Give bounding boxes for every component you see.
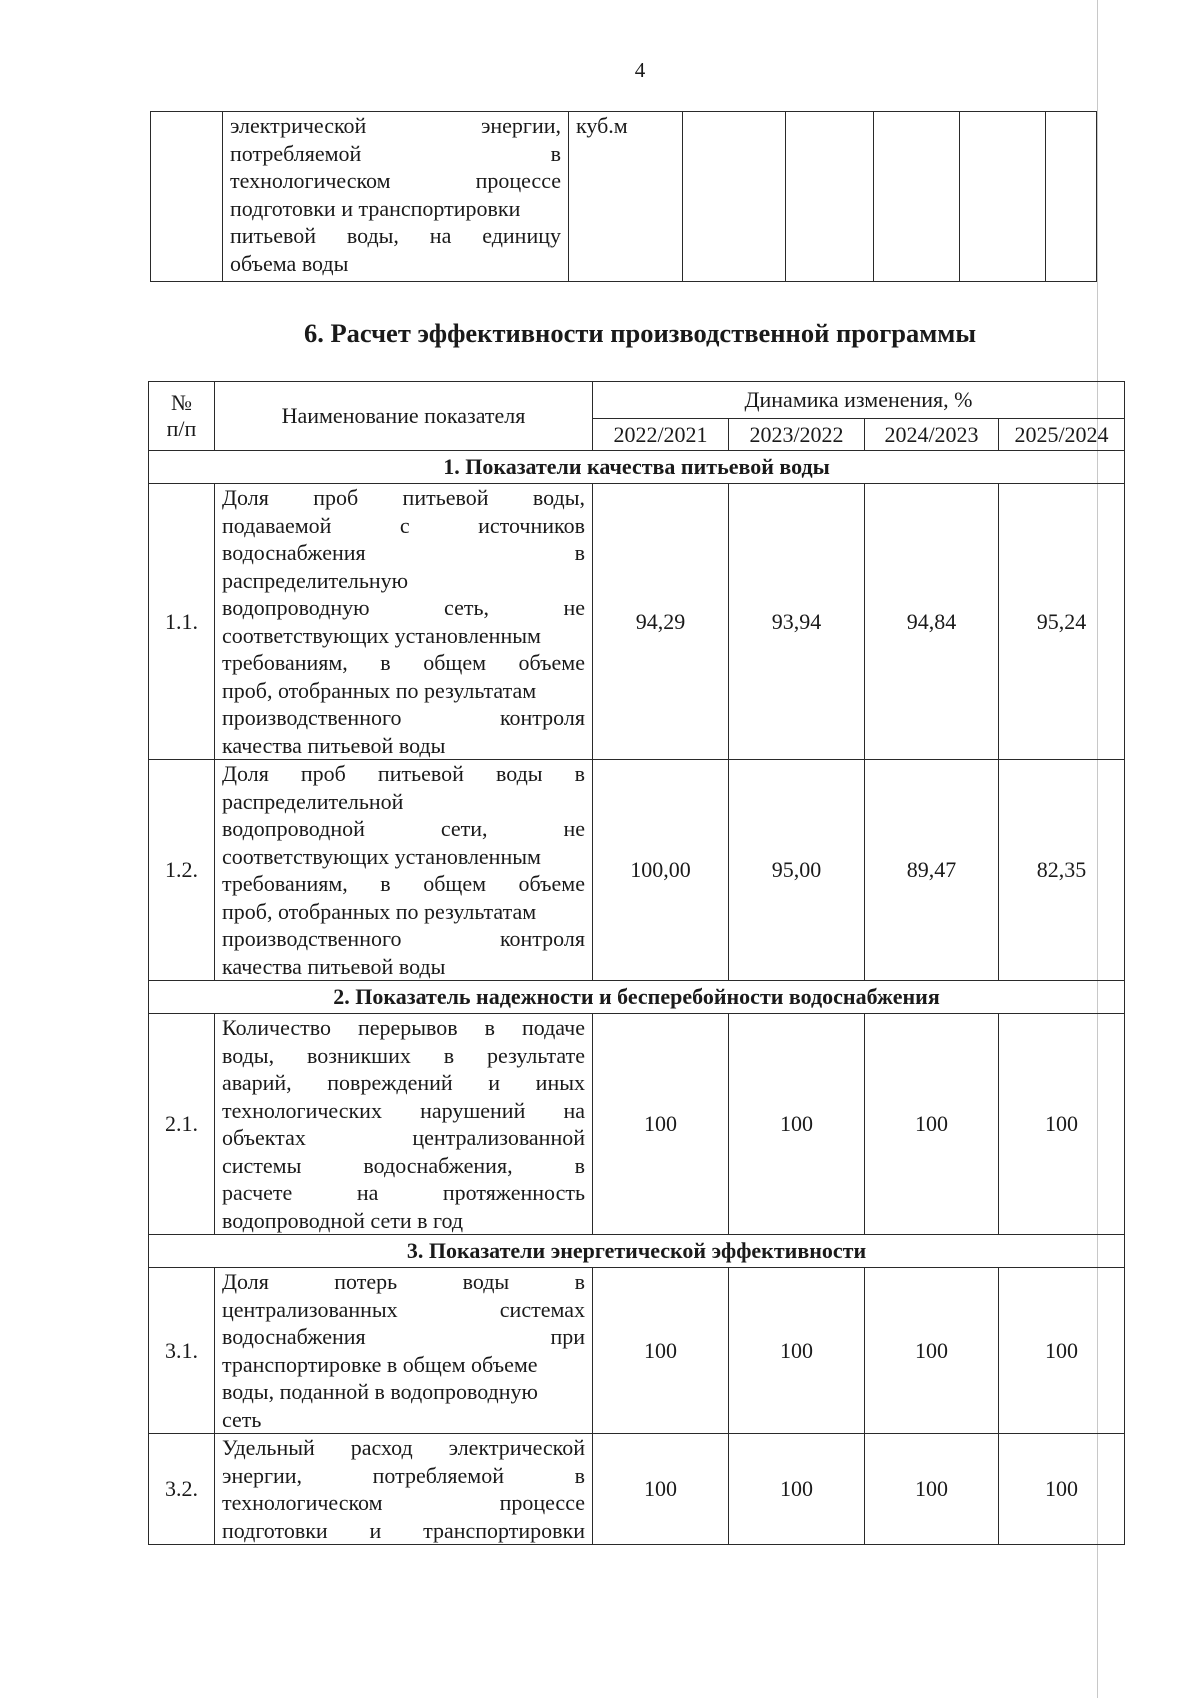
section-title: 1. Показатели качества питьевой воды [149, 451, 1125, 484]
name-header: Наименование показателя [215, 382, 593, 451]
row-number: 2.1. [149, 1014, 215, 1235]
name-line: транспортировке в общем объеме [222, 1351, 538, 1377]
dynamics-value: 100 [999, 1434, 1125, 1545]
name-line: аварий, повреждений и иных [222, 1070, 585, 1095]
name-line: Доля проб питьевой воды, [222, 485, 585, 510]
name-line: технологическом процессе [222, 1490, 585, 1515]
section-row [149, 981, 1125, 1014]
dynamics-value: 100 [593, 1268, 729, 1434]
dynamics-value: 100 [865, 1434, 999, 1545]
dynamics-value: 100 [593, 1434, 729, 1545]
indicator-name [215, 760, 593, 981]
dynamics-value: 100 [729, 1434, 865, 1545]
dynamics-value: 100,00 [593, 760, 729, 981]
dynamics-value: 93,94 [729, 484, 865, 760]
dynamics-value: 94,84 [865, 484, 999, 760]
continued-num-cell [151, 112, 223, 282]
name-line: сеть [222, 1406, 262, 1432]
indicator-row [149, 760, 1125, 981]
name-line: питьевой воды, на единицу [230, 223, 561, 248]
dynamics-value: 100 [865, 1014, 999, 1235]
section-row [149, 1235, 1125, 1268]
continued-unit-cell: куб.м [569, 112, 683, 282]
name-line: воды, возникших в результате [222, 1042, 585, 1068]
name-line: подготовки и транспортировки [222, 1517, 585, 1543]
indicator-row [149, 1014, 1125, 1235]
name-line: объема воды [230, 250, 349, 276]
name-line: расчете на протяженность [222, 1180, 585, 1205]
indicator-row [149, 1434, 1125, 1545]
dynamics-value: 100 [593, 1014, 729, 1235]
name-line: распределительную [222, 567, 409, 593]
dynamics-value: 100 [999, 1014, 1125, 1235]
name-line: системы водоснабжения, в [222, 1152, 585, 1178]
name-line: проб, отобранных по результатам [222, 898, 537, 924]
name-line: соответствующих установленным [222, 843, 541, 869]
name-line: Доля проб питьевой воды в [222, 761, 585, 786]
section-title: 3. Показатели энергетической эффективности [149, 1235, 1125, 1268]
dynamics-value: 100 [999, 1268, 1125, 1434]
dynamics-value: 100 [729, 1014, 865, 1235]
dynamics-value: 100 [865, 1268, 999, 1434]
name-line: подготовки и транспортировки [230, 195, 521, 221]
name-line: Доля потерь воды в [222, 1269, 585, 1294]
row-number: 3.2. [149, 1434, 215, 1545]
name-line: Количество перерывов в подаче [222, 1015, 585, 1040]
continued-name-cell [223, 112, 569, 282]
indicator-name [215, 1014, 593, 1235]
continued-value-cell [786, 112, 874, 282]
dynamics-value: 95,00 [729, 760, 865, 981]
dynamics-value: 95,24 [999, 484, 1125, 760]
name-line: технологических нарушений на [222, 1097, 585, 1123]
name-line: требованиям, в общем объеме [222, 871, 585, 896]
name-line: распределительной [222, 788, 404, 814]
year-header: 2023/2022 [729, 418, 865, 450]
name-line: технологическом процессе [230, 168, 561, 193]
indicator-row [149, 484, 1125, 760]
name-line: Удельный расход электрической [222, 1435, 585, 1460]
name-line: качества питьевой воды [222, 732, 446, 758]
name-line: подаваемой с источников [222, 512, 585, 538]
name-line: водоснабжения в [222, 540, 585, 565]
name-line: производственного контроля [222, 926, 585, 951]
year-header: 2024/2023 [865, 418, 999, 450]
name-line: водопроводной сети, не [222, 816, 585, 841]
section-title: 2. Показатель надежности и бесперебойности водоснабжения [149, 981, 1125, 1014]
name-line: объектах централизованной [222, 1125, 585, 1150]
name-line: водопроводной сети в год [222, 1207, 464, 1233]
continued-table [150, 111, 1097, 282]
dynamics-value: 100 [729, 1268, 865, 1434]
section-heading: 6. Расчет эффективности производственной программы [303, 318, 977, 348]
row-number: 1.2. [149, 760, 215, 981]
header-row [149, 382, 1125, 419]
indicator-name [215, 484, 593, 760]
name-line: электрической энергии, [230, 113, 561, 138]
name-line: воды, поданной в водопроводную [222, 1379, 538, 1404]
name-line: водоснабжения при [222, 1324, 585, 1349]
continued-value-cell [1046, 112, 1097, 282]
page-number: 4 [634, 58, 646, 82]
name-line: централизованных системах [222, 1296, 585, 1322]
year-header: 2022/2021 [593, 418, 729, 450]
dynamics-value: 82,35 [999, 760, 1125, 981]
indicator-name [215, 1268, 593, 1434]
row-number: 1.1. [149, 484, 215, 760]
continued-value-cell [874, 112, 960, 282]
name-line: качества питьевой воды [222, 953, 446, 979]
name-line: потребляемой в [230, 140, 561, 166]
name-line: проб, отобранных по результатам [222, 677, 537, 703]
name-line: энергии, потребляемой в [222, 1462, 585, 1488]
year-header: 2025/2024 [999, 418, 1125, 450]
num-header [149, 382, 215, 451]
dynamics-header: Динамика изменения, % [593, 382, 1125, 419]
row-number: 3.1. [149, 1268, 215, 1434]
dynamics-value: 89,47 [865, 760, 999, 981]
name-line: требованиям, в общем объеме [222, 650, 585, 675]
continued-value-cell [960, 112, 1046, 282]
section-row [149, 451, 1125, 484]
name-line: водопроводную сеть, не [222, 595, 585, 620]
name-line: соответствующих установленным [222, 622, 541, 648]
continued-row [151, 112, 1097, 282]
name-line: производственного контроля [222, 705, 585, 730]
indicator-row [149, 1268, 1125, 1434]
continued-value-cell [683, 112, 786, 282]
efficiency-table [148, 381, 1125, 1545]
indicator-name [215, 1434, 593, 1545]
dynamics-value: 94,29 [593, 484, 729, 760]
num-header-label: № п/п [166, 390, 197, 441]
